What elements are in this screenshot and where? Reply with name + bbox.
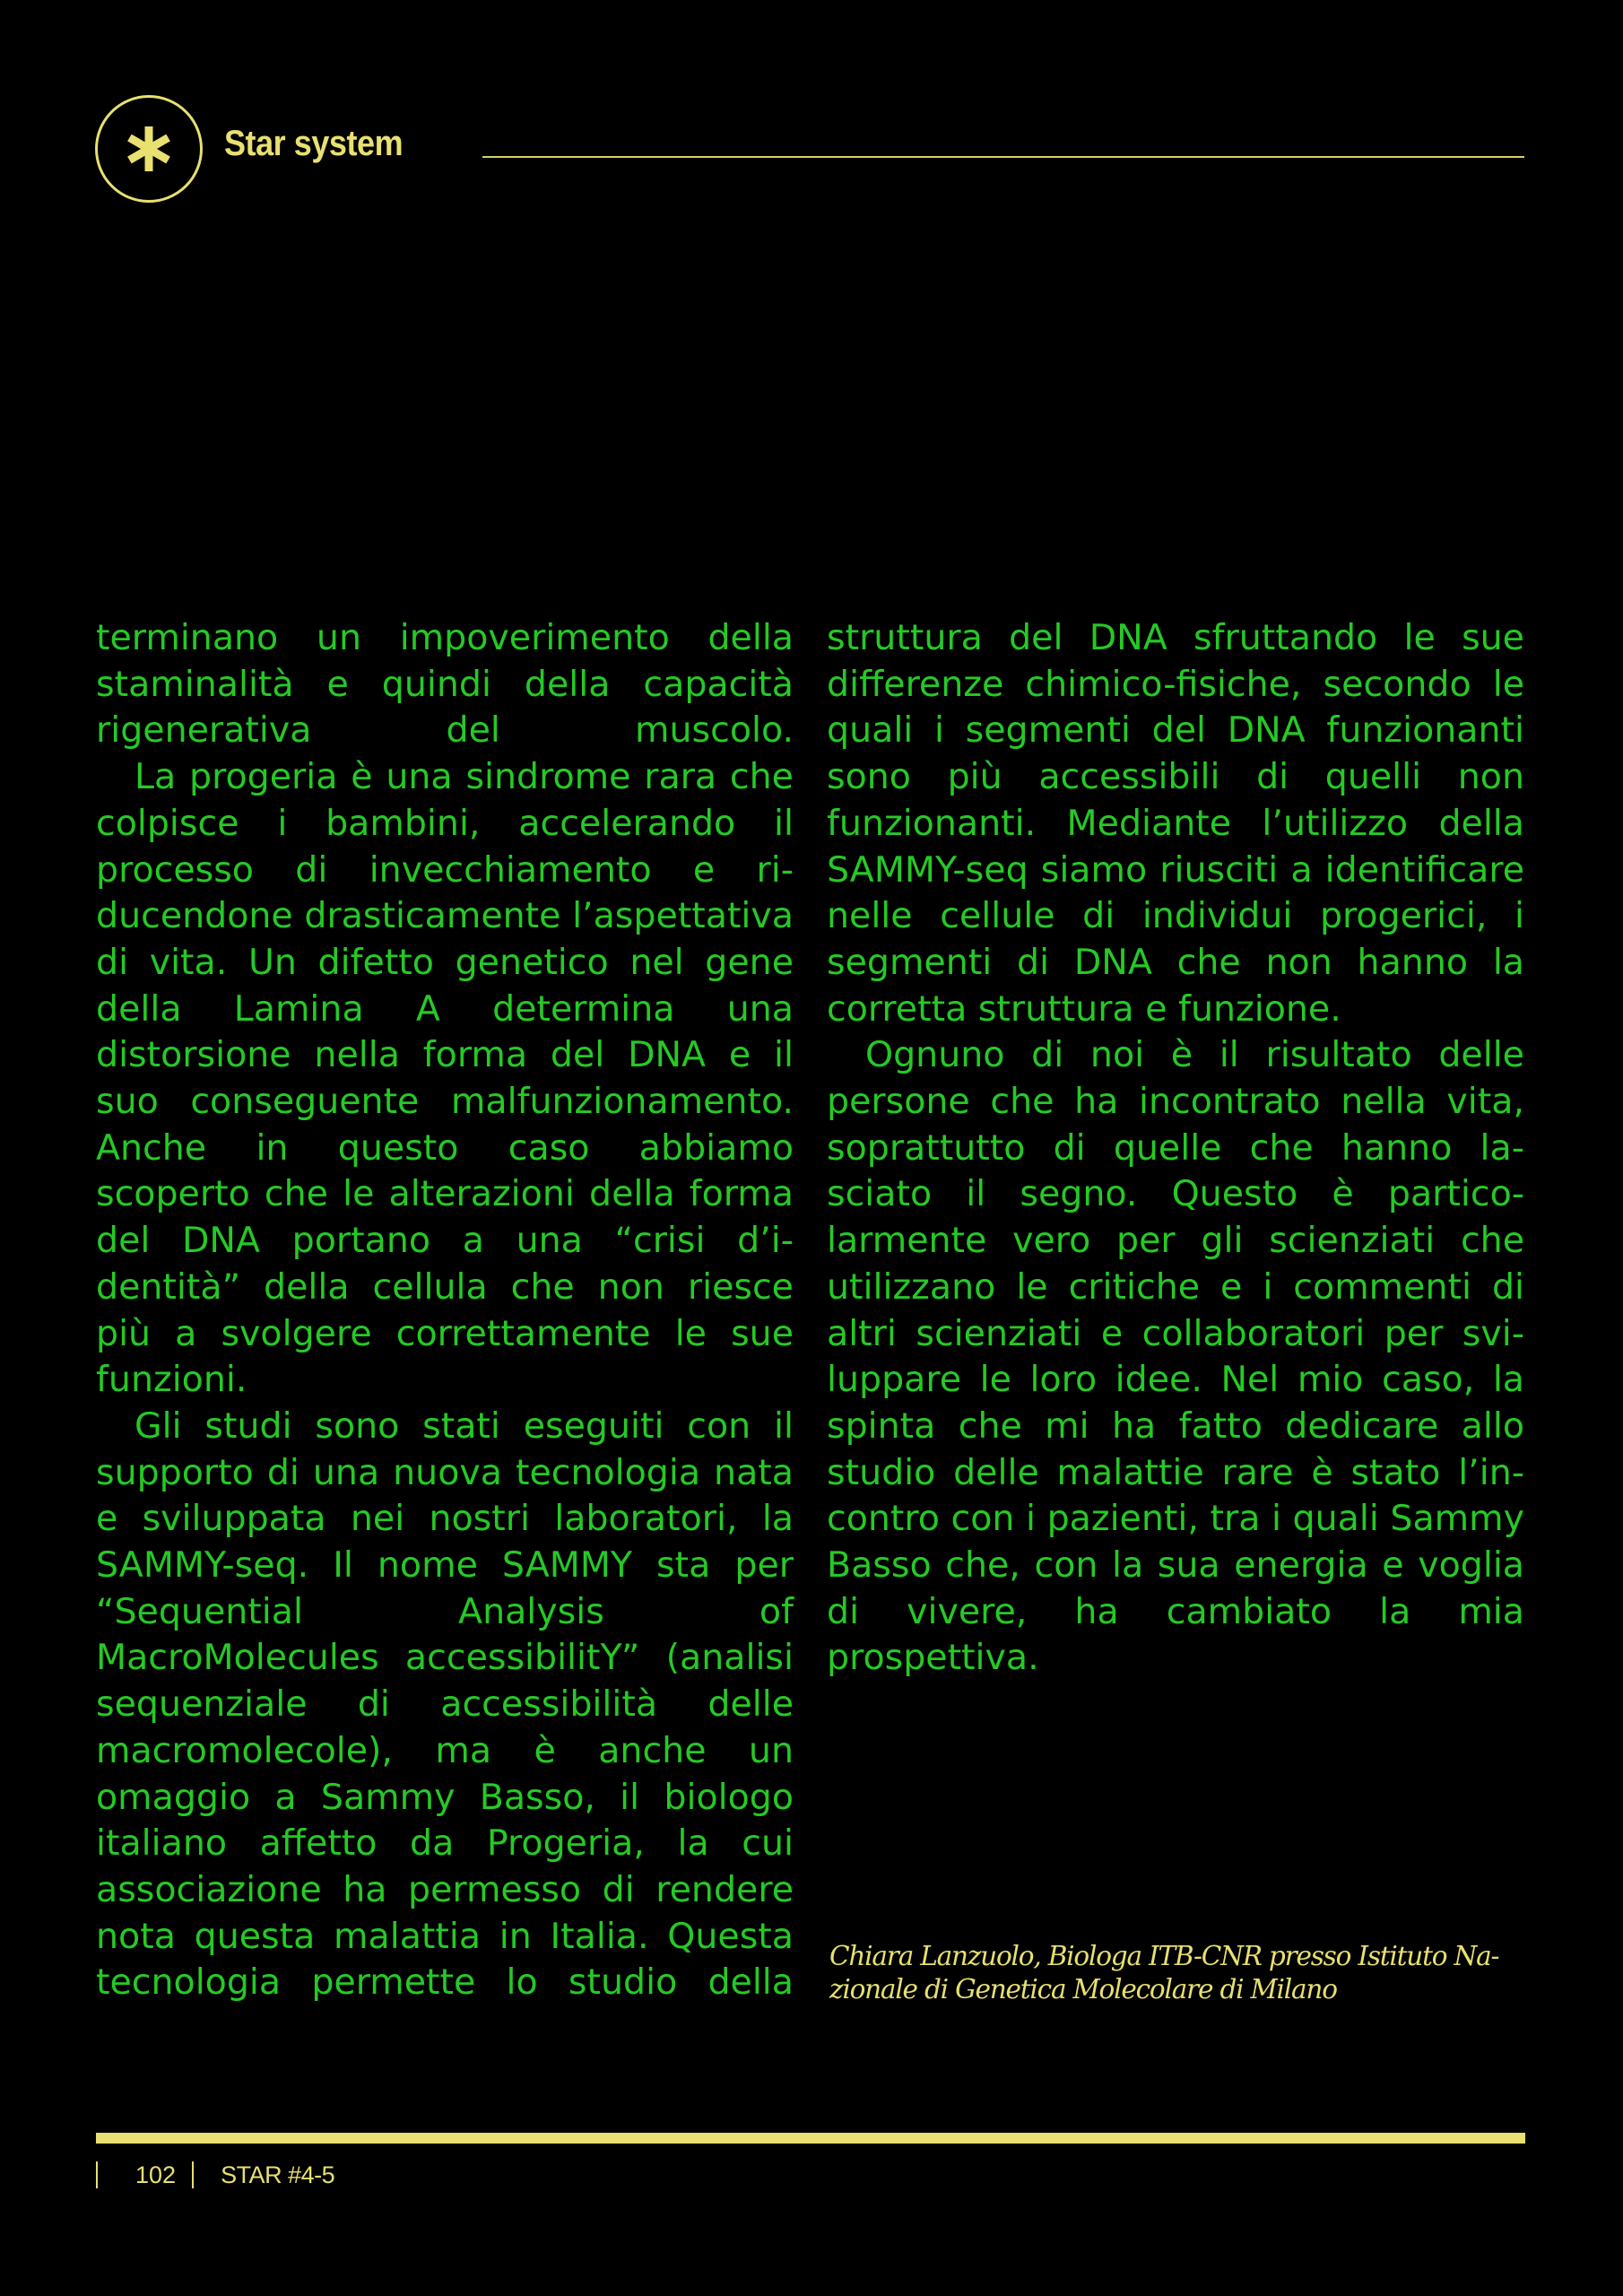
- paragraph: Gli studi sono stati eseguiti con il supporto di una nuova tecnologia nata e sviluppata nei nostri laboratori, la SAMMY-seq. Il nome SAMMY sta per “Sequential Analysis of MacroMolecules accessibilitY” (analisi sequenziale di accessibilità delle macromolecole), ma è anche un omaggio a Sammy Basso, il biologo italiano affetto da Progeria, la cui associazione ha permesso di rendere nota questa malattia in Italia. Questa tecnologia permette lo studio della: [96, 1405, 794, 2004]
- asterisk-icon: [125, 125, 173, 173]
- star-badge: [95, 95, 203, 203]
- section-title: Star system: [224, 124, 404, 163]
- paragraph: Ognuno di noi è il risultato delle persone che ha incontrato nella vita, soprattutto di quelle che hanno lasciato il segno. Questo è particolarmente vero per gli scienziati che utilizzano le critiche e i commenti di altri scienziati e collaboratori per sviluppare le loro idee. Nel mio caso, la spinta che mi ha fatto dedicare allo studio delle malattie rare è stato l’incontro con i pazienti, tra i quali Sammy Basso che, con la sua energia e voglia di vivere, ha cambiato la mia prospettiva.: [827, 1034, 1524, 1679]
- footer-rule: [96, 2133, 1525, 2144]
- header-divider: [482, 156, 1524, 158]
- issue-label: STAR #4-5: [221, 2161, 335, 2188]
- page-footer: [96, 2160, 334, 2190]
- page-number: 102: [135, 2161, 177, 2188]
- page-header: [95, 95, 1524, 208]
- footer-separator: [96, 2161, 98, 2188]
- paragraph: terminano un impoverimento della staminalità e quindi della capacità rigenerativa del muscolo.: [96, 617, 794, 752]
- right-column: [827, 615, 1524, 1682]
- footer-separator: [192, 2161, 194, 2188]
- left-column: [96, 615, 794, 2006]
- paragraph: La progeria è una sindrome rara che colpisce i bambini, accelerando il processo di invecchiamento e riducendone drasticamente l’aspettativa di vita. Un difetto genetico nel gene della Lamina A determina una distorsione nella forma del DNA e il suo conseguente malfunzionamento. Anche in questo caso abbiamo scoperto che le alterazioni della forma del DNA portano a una “crisi d’identità” della cellula che non riesce più a svolgere correttamente le sue funzioni.: [96, 756, 794, 1401]
- paragraph: struttura del DNA sfruttando le sue differenze chimico-fisiche, secondo le quali i segmenti del DNA funzionanti sono più accessibili di quelli non funzionanti. Mediante l’utilizzo della SAMMY-seq siamo riusciti a identificare nelle cellule di individui progerici, i segmenti di DNA che non hanno la corretta struttura e funzione.: [827, 617, 1524, 1030]
- author-credit: Chiara Lanzuolo, Biologa ITB-CNR presso Istituto Nazionale di Genetica Molecolare di Milano: [829, 1941, 1500, 2005]
